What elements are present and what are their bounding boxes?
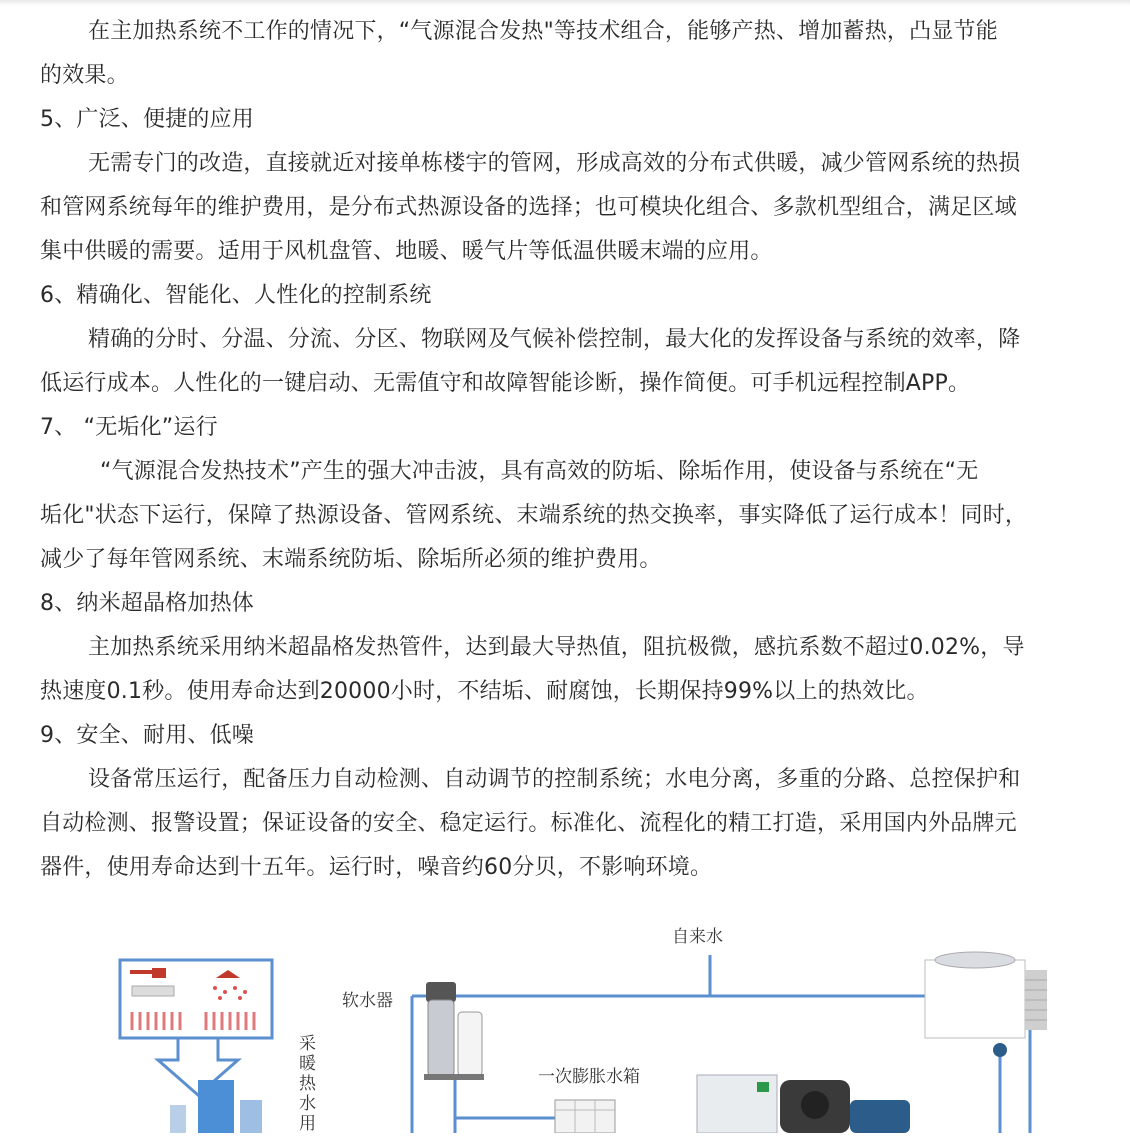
paragraph-line: 在主加热系统不工作的情况下，“气源混合发热"等技术组合，能够产热、增加蓄热，凸显节能 [88,19,998,44]
section-heading: 7、 “无垢化”运行 [40,415,218,440]
document-body [40,10,1112,890]
paragraph-line: “气源混合发热技术”产生的强大冲击波，具有高效的防垢、除垢作用，使设备与系统在“无 [100,459,979,484]
paragraph-line: 设备常压运行，配备压力自动检测、自动调节的控制系统；水电分离，多重的分路、总控保护和 [88,767,1021,792]
heating-panel-illustration [120,960,272,1038]
expansion-tank-label: 一次膨胀水箱 [538,1067,640,1087]
paragraph-line: 自动检测、报警设置；保证设备的安全、稳定运行。标准化、流程化的精工打造，采用国内外品牌元 [40,811,1017,836]
paragraph-line: 精确的分时、分温、分流、分区、物联网及气候补偿控制，最大化的发挥设备与系统的效率，降 [88,327,1021,352]
tap-water-label: 自来水 [672,927,723,947]
paragraph-line: 热速度0.1秒。使用寿命达到20000小时，不结垢、耐腐蚀，长期保持99%以上的热效比。 [40,679,929,704]
heating-unit-illustration [697,1075,910,1133]
expansion-tank-illustration [555,1100,615,1133]
paragraph-line: 无需专门的改造，直接就近对接单栋楼宇的管网，形成高效的分布式供暖，减少管网系统的热损 [88,151,1021,176]
section-heading: 9、安全、耐用、低噪 [40,723,254,748]
system-diagram [0,900,1130,1133]
top-shadow [0,0,1130,6]
buildings-illustration [170,1080,262,1133]
paragraph-line: 器件，使用寿命达到十五年。运行时，噪音约60分贝，不影响环境。 [40,855,713,880]
diagram-graphics [0,900,1130,1133]
paragraph-line: 垢化"状态下运行，保障了热源设备、管网系统、末端系统的热交换率，事实降低了运行成本！同时， [40,503,1028,528]
water-softener-label: 软水器 [342,991,393,1011]
paragraph-line: 和管网系统每年的维护费用，是分布式热源设备的选择；也可模块化组合、多款机型组合，满足区域 [40,195,1017,220]
paragraph-line: 减少了每年管网系统、末端系统防垢、除垢所必须的维护费用。 [40,547,662,572]
paragraph-line: 低运行成本。人性化的一键启动、无需值守和故障智能诊断，操作简便。可手机远程控制APP。 [40,371,971,396]
section-heading: 8、纳米超晶格加热体 [40,591,254,616]
section-heading: 6、精确化、智能化、人性化的控制系统 [40,283,432,308]
paragraph-line: 集中供暖的需要。适用于风机盘管、地暖、暖气片等低温供暖末端的应用。 [40,239,773,264]
heating-water-label: 采暖热水用 [299,1034,316,1134]
paragraph-line: 的效果。 [40,63,129,88]
section-heading: 5、广泛、便捷的应用 [40,107,254,132]
paragraph-line: 主加热系统采用纳米超晶格发热管件，达到最大导热值，阻抗极微，感抗系数不超过0.02%，导 [88,635,1025,660]
